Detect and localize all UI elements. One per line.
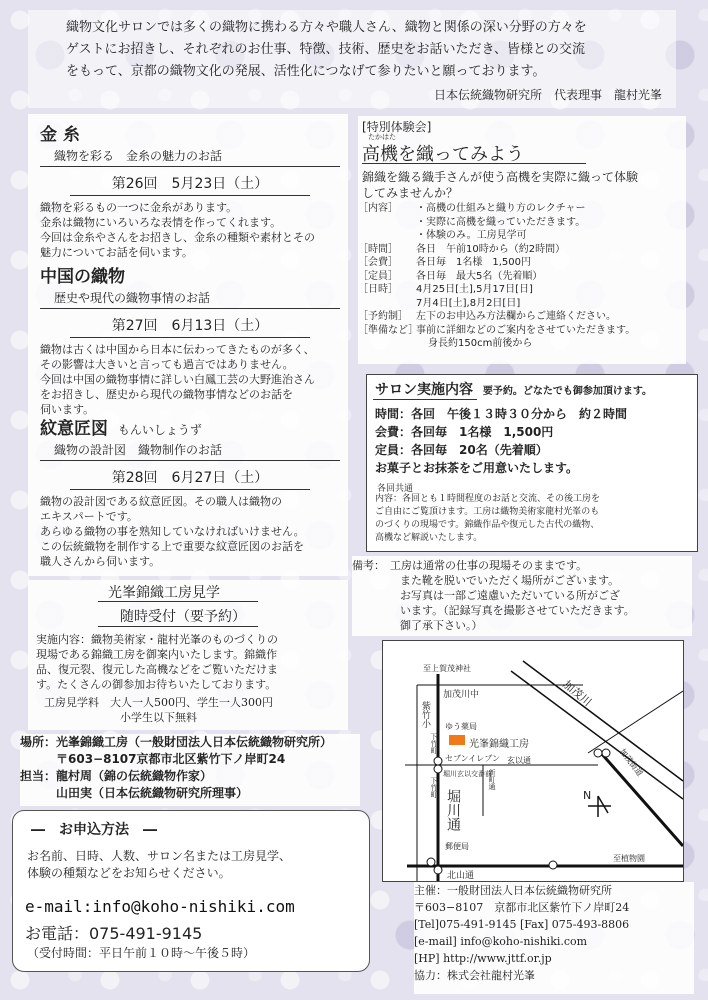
remarks-text: 工房は通常の仕事の現場そのままです。 [390, 559, 588, 572]
place-address: 〒603−8107京都市北区紫竹下ノ岸町24 [56, 752, 286, 766]
salon-common-label: 各回共通 [377, 484, 414, 494]
session-date: 第27回 6月13日（土） [111, 318, 269, 334]
workshop-block [28, 580, 348, 730]
special-block [358, 116, 686, 364]
map-workshop-label: 光峯錦織工房 [469, 739, 529, 750]
map-genbu-stop: 堀川玄以交番前 [443, 770, 492, 778]
session-date: 第26回 5月23日（土） [111, 176, 269, 192]
map-garden: 至植物園 [613, 854, 645, 863]
session-subtitle: 織物の設計図 織物制作のお話 [40, 439, 340, 461]
map-post-office: 郵便局 [445, 842, 469, 851]
special-row-label: ［時間］ [358, 243, 398, 255]
special-lead: してみませんか？ [362, 186, 459, 200]
salon-note: 要予約。どなたでも御参加頂けます。 [482, 386, 653, 397]
access-map [382, 640, 684, 882]
session-title: 中国の織物 [40, 267, 125, 287]
staff-name: 龍村周（錦の伝統織物作家） [56, 769, 213, 783]
special-row-value: 4月25日[土],5月17日[日] [416, 284, 533, 295]
workshop-subtitle: 随時受付（要予約） [120, 609, 246, 625]
special-row-label: ［会費］ [358, 257, 398, 268]
reception-hours: （受付時間：平日午前１０時〜午後５時） [27, 946, 256, 960]
special-row-value: ・実際に高機を織っていただきます。 [416, 216, 586, 228]
session-text: 織物は古くは中国から日本に伝わってきたものが多く、 [40, 343, 315, 356]
remarks-label: 備考： [352, 559, 385, 572]
special-row-label: ［予約制］ [358, 311, 408, 322]
remarks-text: います。（記録写真を撮影させていただきます。 [400, 604, 635, 617]
place-label: 場所： [20, 735, 57, 749]
workshop-text: 実施内容：織物美術家・龍村光峯のものづくりの [36, 633, 278, 646]
session-text: その影響は大きいと言っても過言ではありません。 [40, 358, 294, 371]
organizer-text: [e-mail] info@koho-nishiki.com [414, 935, 588, 948]
special-row-value: 身長約150cm前後から [428, 338, 533, 349]
workshop-fee: 工房見学料 大人一人500円、学生一人300円 [44, 696, 273, 709]
workshop-fee-children: 小学生以下無料 [120, 711, 197, 724]
session-text: 魅力についてお話を伺います。 [40, 246, 193, 259]
salon-common-text: 内容：各回とも１時間程度のお話と交流、その後工房を [375, 494, 601, 504]
place-name: 光峯錦織工房（一般財団法人日本伝統織物研究所） [56, 735, 333, 749]
special-row-label: ［定員］ [358, 270, 398, 282]
remarks-text: 御了承下さい。） [400, 619, 483, 632]
special-tag: [特別体験会] [362, 120, 432, 134]
map-west-street: 紫竹小 [420, 701, 430, 728]
salon-common-text: ご自由にご覧頂けます。工房は織物美術家龍村光峯のも [375, 507, 600, 517]
workshop-title: 光峯錦織工房見学 [108, 585, 220, 601]
session-subtitle: 歴史や現代の織物事情のお話 [40, 287, 340, 309]
special-row-value: ・高機の仕組みと織り方のレクチャー [416, 203, 586, 214]
map-kitayama: 北山通 [447, 871, 475, 881]
session-block [40, 120, 340, 260]
session-text: 織物の設計図である紋意匠図。その職人は織物の [40, 495, 282, 508]
session-text: 織物を彩るもの一つに金糸があります。 [40, 201, 238, 214]
intro-line: ゲストにお招きし、それぞれのお仕事、特徴、技術、歴史をお話いただき、皆様との交流 [66, 42, 585, 57]
organizer-text: 主催：一般財団法人日本伝統織物研究所 [414, 884, 612, 897]
session-subtitle: 織物を彩る 金糸の魅力のお話 [40, 145, 340, 167]
apply-text: お名前、日時、人数、サロン名または工房見学、 [27, 849, 292, 863]
map-shinmachi: 新町通 [488, 769, 496, 790]
apply-text: 体験の種類などをお知らせください。 [27, 866, 231, 880]
special-row-value: 各日 午前10時から（約2時間） [416, 243, 566, 255]
session-date: 第28回 6月27日（土） [111, 470, 269, 486]
special-title: 高機を織ってみよう [362, 144, 524, 165]
special-row-value: 左下のお申込み方法欄からご連絡ください。 [416, 311, 616, 322]
salon-title: サロン実施内容 [375, 382, 473, 398]
workshop-text: す。たくさんの御参加お待ちいたしております。 [36, 678, 277, 691]
organizer-block [414, 882, 694, 994]
remarks-text: また靴を脱いでいただく場所がございます。 [400, 574, 620, 587]
map-shrine: 至上賀茂神社 [423, 664, 471, 673]
session-title: 紋意匠図 [40, 419, 108, 439]
map-bus-stop: 下竹町 [430, 777, 438, 798]
map-horikawa: 堀川通 [445, 789, 461, 831]
apply-header: ― お申込方法 ― [31, 822, 157, 838]
special-ruby: たかはた [368, 133, 396, 141]
salon-fee: 会費：各回毎 1名様 1,500円 [375, 425, 554, 439]
session-block [40, 414, 340, 569]
organizer-text: [Tel]075-491-9145 [Fax] 075-493-8806 [414, 918, 630, 931]
workshop-text: 現場である錦織工房を御案内いたします。錦織作 [36, 648, 278, 661]
special-row-label: ［内容］ [358, 203, 398, 214]
map-kamo-street: 加茂街道 [617, 747, 645, 778]
phone-number: お電話：075-491-9145 [25, 924, 203, 943]
session-text: をお招きし、歴史から現代の織物事情などのお話を [40, 388, 293, 401]
salon-capacity: 定員：各回毎 20名（先着順） [375, 443, 548, 457]
special-row-value: 7月4日[土],8月2日[日] [416, 297, 521, 309]
session-block [40, 262, 340, 417]
session-text: エキスパートです。 [40, 510, 138, 523]
intro-line: 織物文化サロンでは多くの織物に携わる方々や職人さん、織物と関係の深い分野の方々を [66, 20, 587, 35]
map-store: セブンイレブン [445, 754, 500, 763]
salon-common-text: 高機など解説いたします。 [375, 533, 483, 543]
venue-block [20, 734, 360, 806]
special-row-value: ・体験のみ。工房見学可 [416, 230, 527, 241]
map-pharmacy: ゆう薬局 [445, 722, 477, 731]
special-row-value: 事前に詳細などのご案内をさせていただきます。 [416, 324, 636, 336]
apply-box [12, 810, 370, 972]
map-genbu: 玄以通 [507, 756, 531, 765]
remarks-text: お写真は一部ご遠慮いただいている所がござ [400, 589, 620, 602]
organizer-text: 協力：株式会社龍村光峯 [414, 969, 535, 982]
workshop-marker [449, 735, 465, 745]
staff-name: 山田実（日本伝統織物研究所理事） [56, 786, 249, 800]
organizer-text: 〒603−8107 京都市北区紫竹下ノ岸町24 [414, 901, 630, 914]
session-title: 金 糸 [40, 125, 80, 145]
email-link[interactable]: e-mail:info@koho-nishiki.com [25, 897, 295, 916]
remarks-block [352, 556, 692, 636]
intro-block [28, 10, 676, 108]
session-text: 金糸は織物にいろいろな表情を作ってくれます。 [40, 216, 282, 229]
salon-box [366, 374, 698, 552]
session-text: 職人さんから伺います。 [40, 555, 161, 568]
special-row-value: 各日毎 1名様 1,500円 [416, 257, 531, 268]
session-text: 伺います。 [40, 403, 95, 416]
salon-common-text: のづくりの現場です。錦織作品や復元した古代の織物、 [375, 520, 600, 530]
salon-sweets: お菓子とお抹茶をご用意いたします。 [375, 461, 579, 475]
intro-line: をもって、京都の織物文化の発展、活性化につなげて参りたいと願っております。 [66, 64, 546, 79]
map-river: 加茂川 [560, 677, 594, 709]
workshop-text: 品、復元裂、復元した高機などをご覧いただけま [36, 663, 278, 676]
map-roads [383, 641, 683, 881]
special-row-value: 各日毎 最大5名（先着順） [416, 270, 543, 282]
staff-label: 担当： [20, 769, 57, 783]
session-title-reading: もんいしょうず [117, 423, 202, 437]
special-row-label: ［準備など］ [358, 324, 419, 336]
salon-time: 時間：各回 午後１３時３０分から 約２時間 [375, 407, 628, 421]
special-row-label: ［日時］ [358, 284, 398, 295]
north-icon: N [583, 789, 592, 802]
session-text: この伝統織物を制作する上で重要な紋意匠図のお話を [40, 540, 304, 553]
special-lead: 錦織を織る織手さんが使う高機を実際に織って体験 [362, 170, 639, 184]
intro-signature: 日本伝統織物研究所 代表理事 龍村光峯 [433, 88, 662, 102]
map-street: 加茂川中 [443, 690, 480, 700]
session-text: 今回は金糸やさんをお招きし、金糸の種類や素材とその [40, 231, 315, 244]
sessions-column [28, 114, 348, 576]
organizer-text: [HP] http://www.jttf.or.jp [414, 952, 552, 965]
map-bus-stop: 下竹町 [430, 733, 438, 754]
session-text: あらゆる織物の事を熟知していなければいけません。 [40, 525, 305, 538]
session-text: 今回は中国の織物事情に詳しい白鳳工芸の大野進治さん [40, 373, 315, 386]
